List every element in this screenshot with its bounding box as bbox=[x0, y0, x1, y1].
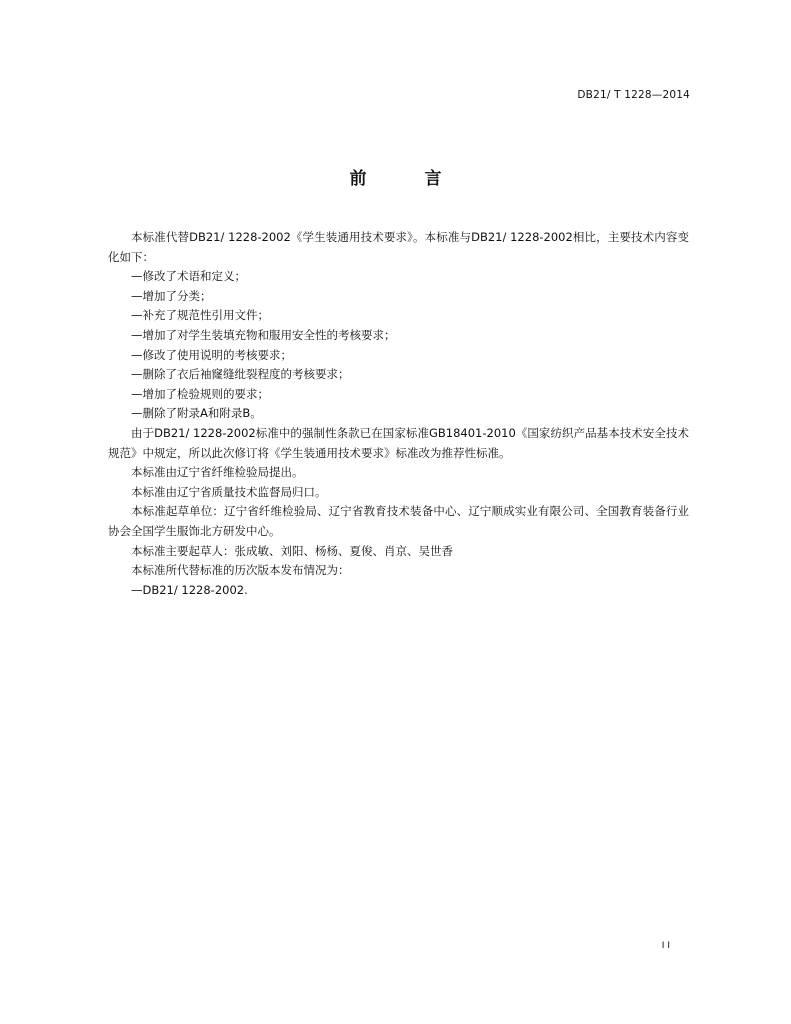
change-item: —修改了使用说明的考核要求； bbox=[131, 347, 292, 362]
change-item: —增加了分类； bbox=[131, 288, 212, 303]
history-intro-paragraph: 本标准所代替标准的历次版本发布情况为： bbox=[131, 563, 350, 578]
history-item: —DB21/ 1228-2002. bbox=[131, 582, 248, 597]
standard-code: DB21/ T 1228—2014 bbox=[577, 89, 690, 101]
drafting-units-paragraph: 本标准起草单位：辽宁省纤维检验局、辽宁省教育技术装备中心、辽宁顺成实业有限公司、全国教育装备行业协会全国学生服饰北方研发中心。 bbox=[108, 504, 689, 538]
change-item: —删除了衣后袖窿缝纰裂程度的考核要求； bbox=[131, 367, 350, 382]
change-item: —增加了对学生装填充物和服用安全性的考核要求； bbox=[131, 327, 396, 342]
foreword-body bbox=[108, 228, 689, 600]
change-item: —修改了术语和定义； bbox=[131, 269, 246, 284]
change-item: —删除了附录A和附录B。 bbox=[131, 406, 262, 421]
proposer-paragraph: 本标准由辽宁省纤维检验局提出。 bbox=[131, 465, 304, 480]
intro-paragraph: 本标准代替DB21/ 1228-2002《学生装通用技术要求》。本标准与DB21/ 1228-2002相比，主要技术内容变化如下： bbox=[108, 230, 689, 264]
mandatory-clause-paragraph: 由于DB21/ 1228-2002标准中的强制性条款已在国家标准GB18401-2010《国家纺织产品基本技术安全技术规范》中规定，所以此次修订将《学生装通用技术要求》标准改为推荐性标准。 bbox=[108, 425, 689, 460]
change-item: —增加了检验规则的要求； bbox=[131, 386, 269, 401]
page-title: 前 言 bbox=[349, 169, 468, 189]
administrator-paragraph: 本标准由辽宁省质量技术监督局归口。 bbox=[131, 484, 327, 499]
change-item: —补充了规范性引用文件； bbox=[131, 308, 269, 323]
drafters-paragraph: 本标准主要起草人：张成敏、刘阳、杨杨、夏俊、肖京、吴世香 bbox=[131, 543, 453, 558]
page-number: II bbox=[661, 941, 673, 951]
